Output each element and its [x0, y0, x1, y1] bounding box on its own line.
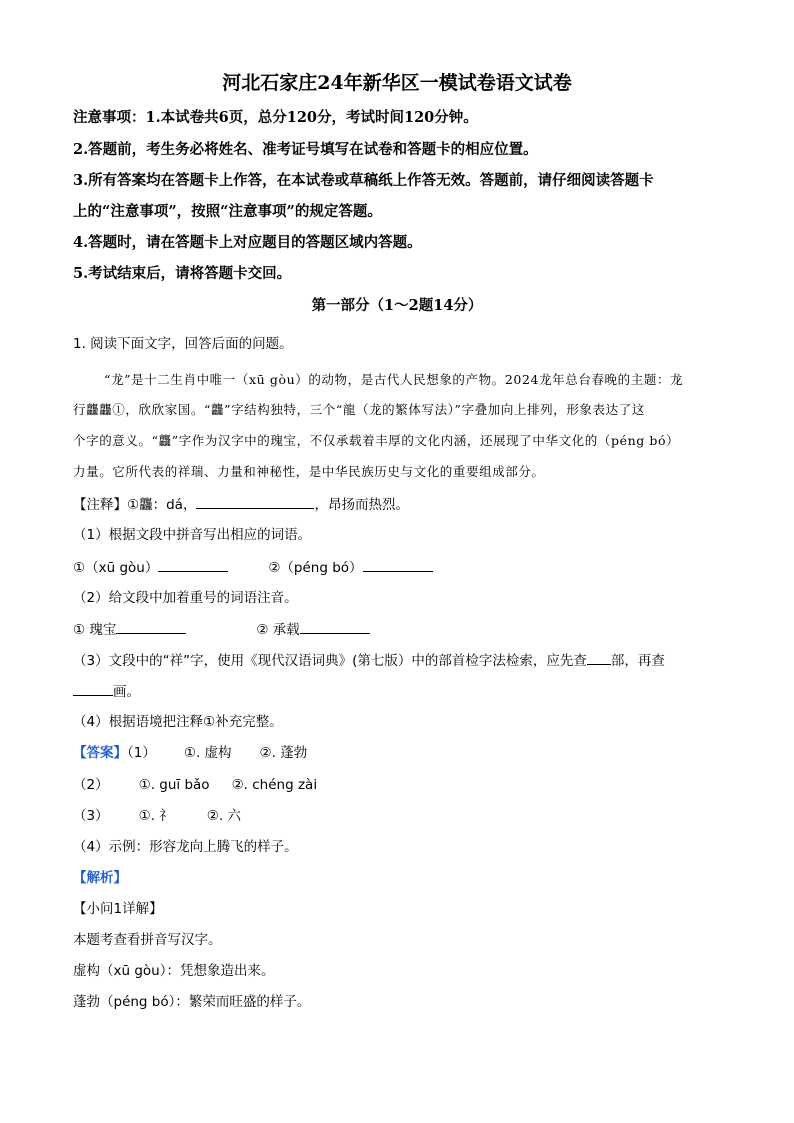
analysis-line-1: 本题考查看拼音写汉字。: [73, 932, 222, 948]
passage-line-4: 力量。它所代表的祥瑞、力量和神秘性，是中华民族历史与文化的重要组成部分。: [73, 464, 545, 479]
analysis-sub-heading: 【小问1详解】: [73, 901, 163, 917]
answer-3-num: （3）: [73, 808, 109, 824]
answer-1b: . 蓬勃: [271, 745, 308, 761]
notice-line-5: 4.答题时，请在答题卡上对应题目的答题区域内答题。: [73, 234, 422, 251]
analysis-line-3: 蓬勃（péng bó）：繁荣而旺盛的样子。: [73, 994, 311, 1010]
answer-1a-mark: ①: [183, 745, 196, 761]
answer-3b: . 六: [218, 808, 241, 824]
answer-2b: . chéng zài: [243, 777, 318, 793]
answer-1b-mark: ②: [259, 745, 272, 761]
answer-label: 【答案】: [73, 745, 127, 761]
notice-line-6: 5.考试结束后，请将答题卡交回。: [73, 265, 292, 282]
passage-line-2: 行龘龘①，欣欣家国。“龘”字结构独特，三个“龍（龙的繁体写法）”字叠加向上排列，形象表达了这: [73, 402, 645, 417]
answer-row-3: [73, 806, 241, 826]
sub-question-3-cont: [73, 681, 140, 702]
note-blank[interactable]: [196, 494, 314, 509]
answer-2a-mark: ①: [138, 777, 151, 793]
sub-question-2: （2）给文段中加着重号的词语注音。: [73, 590, 298, 606]
sub1-b-label: ②（péng bó）: [268, 560, 363, 576]
passage-line-1: “龙”是十二生肖中唯一（xū gòu）的动物，是古代人民想象的产物。2024龙年总台春晚的主题：龙: [104, 372, 684, 387]
sub3-stroke-blank[interactable]: [73, 681, 113, 696]
sub1-a-label: ①（xū gòu）: [73, 560, 159, 576]
sub-question-3: [73, 650, 665, 671]
notice-line-3: 3.所有答案均在答题卡上作答，在本试卷或草稿纸上作答无效。答题前，请仔细阅读答题卡: [73, 172, 654, 189]
sub-question-1: （1）根据文段中拼音写出相应的词语。: [73, 527, 312, 543]
answer-3a: . 礻: [150, 808, 173, 824]
sub3-text-b: 部，再查: [610, 653, 665, 669]
question-1-prompt: 1. 阅读下面文字，回答后面的问题。: [73, 336, 293, 352]
sub2-a-blank[interactable]: [116, 619, 186, 634]
answer-1a: . 虚构: [195, 745, 232, 761]
sub1-a-blank[interactable]: [158, 557, 228, 572]
answer-2a: . guī bǎo: [150, 777, 210, 793]
answer-row-2: [73, 775, 317, 795]
notice-line-1: 注意事项：1.本试卷共6页，总分120分，考试时间120分钟。: [73, 109, 478, 126]
part-heading: 第一部分（1～2题14分）: [311, 297, 483, 314]
note-line: [73, 494, 409, 515]
analysis-line-2: 虚构（xū gòu）：凭想象造出来。: [73, 963, 275, 979]
note-tail: ，昂扬而热烈。: [314, 497, 409, 513]
notice-line-2: 2.答题前，考生务必将姓名、准考证号填写在试卷和答题卡的相应位置。: [73, 141, 538, 158]
sub-question-2-blanks: [73, 619, 370, 640]
answer-row-1: [73, 743, 307, 763]
sub2-b-label: ② 承载: [256, 622, 300, 638]
answer-3a-mark: ①: [138, 808, 151, 824]
answer-2b-mark: ②: [231, 777, 244, 793]
answer-3b-mark: ②: [206, 808, 219, 824]
passage-line-3: 个字的意义。“龘”字作为汉字中的瑰宝，不仅承载着丰厚的文化内涵，还展现了中华文化的（péng bó）: [73, 433, 680, 448]
sub3-radical-blank[interactable]: [587, 650, 611, 665]
sub3-text-c: 画。: [113, 684, 140, 700]
sub1-b-blank[interactable]: [363, 557, 433, 572]
notice-line-4: 上的“注意事项”，按照“注意事项”的规定答题。: [73, 203, 382, 220]
sub2-a-label: ① 瑰宝: [73, 622, 117, 638]
sub-question-1-blanks: [73, 557, 433, 578]
answer-row-4: （4）示例：形容龙向上腾飞的样子。: [73, 839, 298, 855]
sub-question-4: （4）根据语境把注释①补充完整。: [73, 714, 283, 730]
analysis-label: 【解析】: [73, 870, 127, 886]
note-label: 【注释】①龘：dá，: [73, 497, 197, 513]
page-title: 河北石家庄24年新华区一模试卷语文试卷: [222, 72, 572, 94]
answer-1-num: （1）: [127, 745, 156, 761]
answer-2-num: （2）: [73, 777, 109, 793]
sub3-text-a: （3）文段中的“祥”字，使用《现代汉语词典》(第七版）中的部首检字法检索，应先查: [73, 653, 587, 669]
sub2-b-blank[interactable]: [300, 619, 370, 634]
